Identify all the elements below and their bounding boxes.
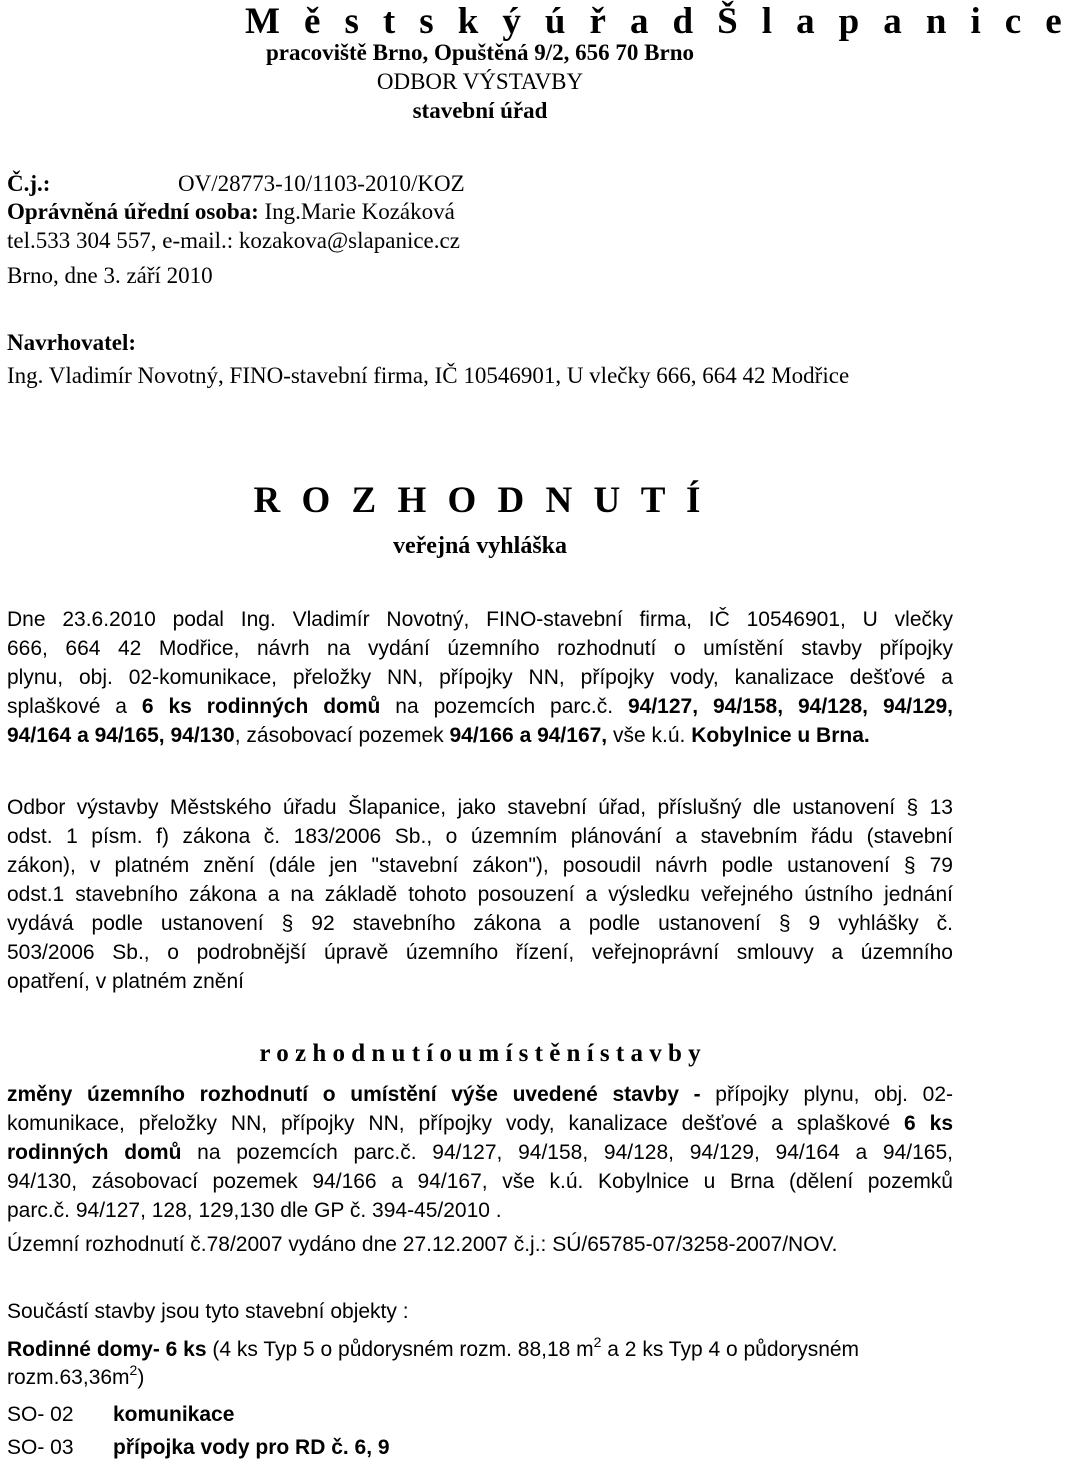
- para1-line3: plynu, obj. 02-komunikace, přeložky NN, přípojky NN, přípojky vody, kanalizace dešťové a: [7, 666, 953, 689]
- so02-name: komunikace: [113, 1403, 235, 1426]
- applicant-value: Ing. Vladimír Novotný, FINO-stavební firma, IČ 10546901, U vlečky 666, 664 42 Modřice: [7, 363, 850, 388]
- para2-line6-b: , o podrobnější úpravě územního řízení, veřejnoprávní smlouvy a územního: [143, 941, 953, 964]
- office-workplace: pracoviště Brno, Opuštěná 9/2, 656 70 Brno: [265, 40, 695, 65]
- para1-line5: [7, 721, 953, 750]
- para3-houses: rodinných domů: [7, 1141, 182, 1164]
- para1-line4-a: splaškové a: [7, 695, 142, 718]
- decision-title: R O Z H O D N U T Í: [253, 480, 707, 521]
- para2-line4: odst.1 stavebního zákona a na základě tohoto posouzení a výsledku veřejného ústního jednání: [7, 883, 953, 906]
- para3-change-label: změny územního rozhodnutí o umístění výše uvedené stavby -: [7, 1083, 701, 1106]
- para3-line1: [7, 1080, 953, 1109]
- para2-line6-a: 503/2006 Sb.: [7, 941, 144, 964]
- authority-name: stavební úřad: [412, 98, 548, 123]
- ruling-paragraph: [7, 1080, 953, 1225]
- para1-cadastre: Kobylnice u Brna.: [691, 724, 870, 747]
- para2-line2: [7, 822, 953, 851]
- contact-line: tel.533 304 557, e-mail.: kozakova@slapanice.cz: [7, 228, 460, 253]
- so02-code: SO- 02: [7, 1403, 74, 1426]
- para1-parcels-1: 94/127, 94/158, 94/128, 94/129,: [627, 695, 954, 718]
- para2-line2-b: , o územním plánování a stavebním řádu (stavební: [426, 825, 953, 848]
- houses-close: ): [137, 1366, 145, 1389]
- para1-line4: [7, 692, 953, 721]
- houses-label: Rodinné domy- 6 ks: [7, 1338, 207, 1361]
- official-label: Oprávněná úřední osoba:: [7, 199, 259, 224]
- houses-line2-text: rozm.63,36m: [7, 1366, 130, 1389]
- authority-paragraph: [7, 793, 953, 996]
- houses-text: (4 ks Typ 5 o půdorysném rozm. 88,18 m: [206, 1338, 594, 1361]
- so03-code: SO- 03: [7, 1436, 74, 1459]
- decision-subtitle: veřejná vyhláška: [393, 533, 567, 559]
- para1-line5-d: vše k.ú.: [607, 724, 692, 747]
- department-name: ODBOR VÝSTAVBY: [376, 69, 584, 94]
- zoning-decision: Územní rozhodnutí č.78/2007 vydáno dne 27.12.2007 č.j.: SÚ/65785-07/3258-2007/NOV.: [7, 1233, 838, 1256]
- para3-line5: parc.č. 94/127, 128, 129,130 dle GP č. 394-45/2010 .: [7, 1199, 502, 1222]
- para3-line4: 94/130, zásobovací pozemek 94/166 a 94/167, vše k.ú. Kobylnice u Brna (dělení pozemků: [7, 1170, 953, 1193]
- para2-line2-a: odst. 1 písm. f) zákona č. 183/2006 Sb.: [7, 825, 427, 848]
- para2-line3: zákon), v platném znění (dále jen "stavební zákon"), posoudil návrh podle ustanovení § 79: [7, 854, 953, 877]
- para1-line4-c: na pozemcích parc.č.: [380, 695, 628, 718]
- official-row: [7, 199, 455, 225]
- para1-line5-b: , zásobovací pozemek: [234, 724, 450, 747]
- para1-line1: Dne 23.6.2010 podal Ing. Vladimír Novotný, FINO-stavební firma, IČ 10546901, U vlečky: [7, 608, 953, 631]
- application-paragraph: [7, 605, 953, 750]
- houses-line2: [7, 1362, 145, 1390]
- para1-parcels-2: 94/164 a 94/165, 94/130: [7, 724, 235, 747]
- houses-sup2: 2: [129, 1362, 138, 1378]
- ref-label: Č.j.:: [7, 171, 51, 196]
- para3-count: 6 ks: [904, 1112, 953, 1135]
- para3-line2: [7, 1109, 953, 1138]
- official-value: Ing.Marie Kozáková: [264, 199, 455, 224]
- para3-line3-b: na pozemcích parc.č. 94/127, 94/158, 94/128, 94/129, 94/164 a 94/165,: [181, 1141, 953, 1164]
- office-title: M ě s t s k ý ú ř a d Š l a p a n i c e: [245, 1, 1069, 42]
- para3-line3: [7, 1138, 953, 1167]
- para1-houses: 6 ks rodinných domů: [141, 695, 381, 718]
- para2-line1: Odbor výstavby Městského úřadu Šlapanice, jako stavební úřad, příslušný dle ustanovení § 13: [7, 796, 953, 819]
- houses-sup1: 2: [593, 1334, 602, 1350]
- document-date: Brno, dne 3. září 2010: [7, 263, 213, 288]
- para2-line6: [7, 938, 953, 967]
- ruling-title: r o z h o d n u t í o u m í s t ě n í s t a v b y: [259, 1040, 701, 1067]
- para3-line1-b: přípojky plynu, obj. 02-: [700, 1083, 953, 1106]
- objects-intro: Součástí stavby jsou tyto stavební objekty :: [7, 1300, 409, 1323]
- para2-line5: vydává podle ustanovení § 92 stavebního zákona a podle ustanovení § 9 vyhlášky č.: [7, 912, 953, 935]
- para2-line7: opatření, v platném znění: [7, 970, 244, 993]
- applicant-label: Navrhovatel:: [7, 330, 137, 355]
- ref-value: OV/28773-10/1103-2010/KOZ: [178, 171, 465, 196]
- houses-line: [7, 1334, 860, 1362]
- para1-line2: 666, 664 42 Modřice, návrh na vydání územního rozhodnutí o umístění stavby přípojky: [7, 637, 953, 660]
- para3-line2-a: komunikace, přeložky NN, přípojky NN, přípojky vody, kanalizace dešťové a splaškové: [7, 1112, 905, 1135]
- so03-name: přípojka vody pro RD č. 6, 9: [113, 1436, 390, 1459]
- houses-text2: a 2 ks Typ 4 o půdorysném: [601, 1338, 860, 1361]
- para1-parcels-3: 94/166 a 94/167,: [449, 724, 608, 747]
